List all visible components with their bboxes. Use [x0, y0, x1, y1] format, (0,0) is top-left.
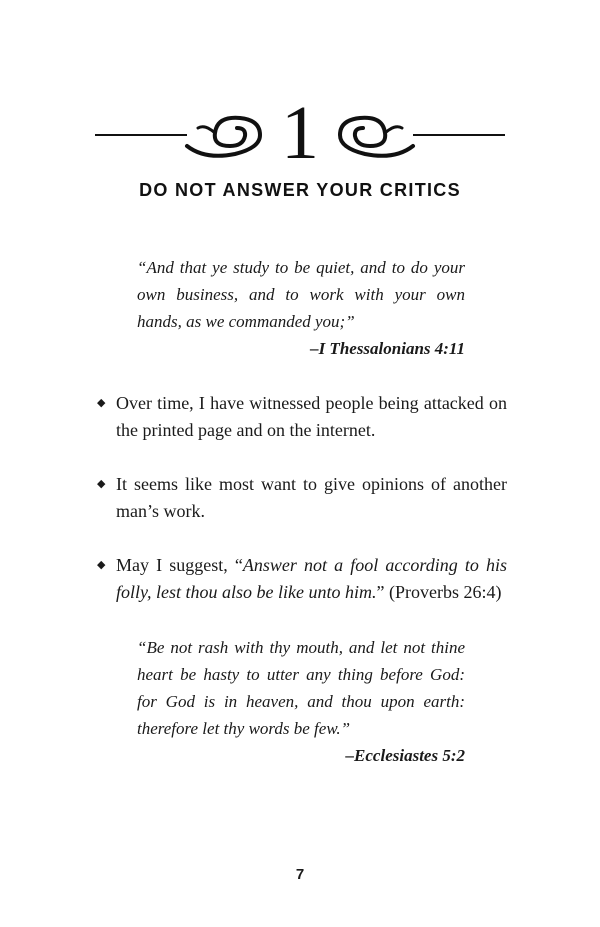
- bullet-item: [97, 552, 507, 606]
- proverbs-quote: Answer not a fool according to his folly, lest thou also be like unto him.: [116, 555, 507, 602]
- bullet-text: It seems like most want to give opinions of another man’s work.: [116, 474, 507, 521]
- bullet-suffix: ” (Proverbs 26:4): [376, 582, 502, 602]
- epigraph-text: “And that ye study to be quiet, and to do your own business, and to work with your own hands, as we commanded you;”: [137, 258, 465, 331]
- chapter-title: DO NOT ANSWER YOUR CRITICS: [139, 180, 461, 200]
- bullet-text: Over time, I have witnessed people being attacked on the printed page and on the internet.: [116, 393, 507, 440]
- scroll-ornament-icon: [95, 88, 505, 168]
- diamond-bullet-icon: ◆: [97, 478, 106, 490]
- bullet-item: [97, 390, 507, 444]
- bullet-text: [116, 552, 507, 606]
- diamond-bullet-icon: ◆: [97, 397, 106, 409]
- chapter-number: 1: [281, 91, 319, 168]
- bullet-prefix: May I suggest, “: [116, 555, 243, 575]
- diamond-bullet-icon: ◆: [97, 559, 106, 571]
- bullet-item: [97, 471, 507, 525]
- page-number: 7: [295, 866, 305, 883]
- epigraph-text: “Be not rash with thy mouth, and let not thine heart be hasty to utter any thing before God: for God is in heaven, and thou upon earth: therefore let thy words be few.”: [137, 638, 465, 738]
- epigraph-reference: –I Thessalonians 4:11: [310, 339, 465, 358]
- chapter-ornament: [95, 88, 505, 168]
- epigraph-thessalonians: [137, 254, 465, 362]
- epigraph-reference: –Ecclesiastes 5:2: [345, 746, 465, 765]
- epigraph-ecclesiastes: [137, 634, 465, 769]
